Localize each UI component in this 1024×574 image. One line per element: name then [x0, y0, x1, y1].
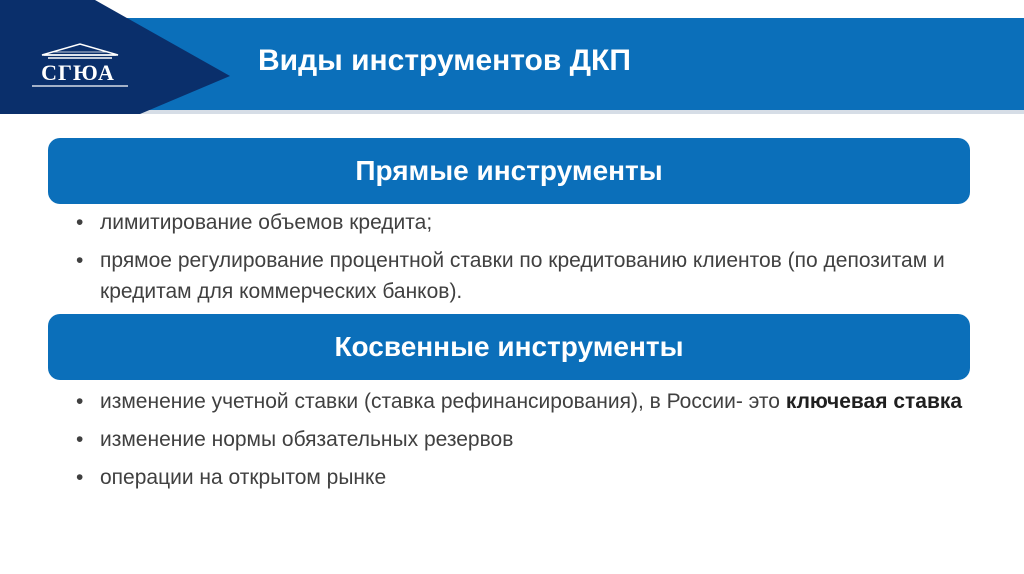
- section-heading-indirect: Косвенные инструменты: [48, 314, 970, 380]
- list-item: [72, 386, 972, 417]
- page-title: Виды инструментов ДКП: [258, 44, 631, 77]
- key-rate-emphasis: ключевая ставка: [785, 390, 963, 413]
- bullet-list-indirect: [72, 386, 972, 500]
- list-item: • изменение нормы обязательных резервов: [72, 424, 972, 455]
- bullet-list-direct: [72, 207, 972, 314]
- logo-text: СГЮА: [41, 60, 115, 85]
- list-item: • прямое регулирование процентной ставки по кредитованию клиентов (по депозитам и кредитам для коммерческих банков).: [72, 245, 972, 307]
- logo-panel: [0, 0, 230, 114]
- list-item: • операции на открытом рынке: [72, 462, 972, 493]
- logo-background-shape: [0, 0, 230, 114]
- section-heading-direct: Прямые инструменты: [48, 138, 970, 204]
- list-item: • лимитирование объемов кредита;: [72, 207, 972, 238]
- list-item-text: изменение учетной ставки (ставка рефинансирования), в России- это: [100, 390, 786, 413]
